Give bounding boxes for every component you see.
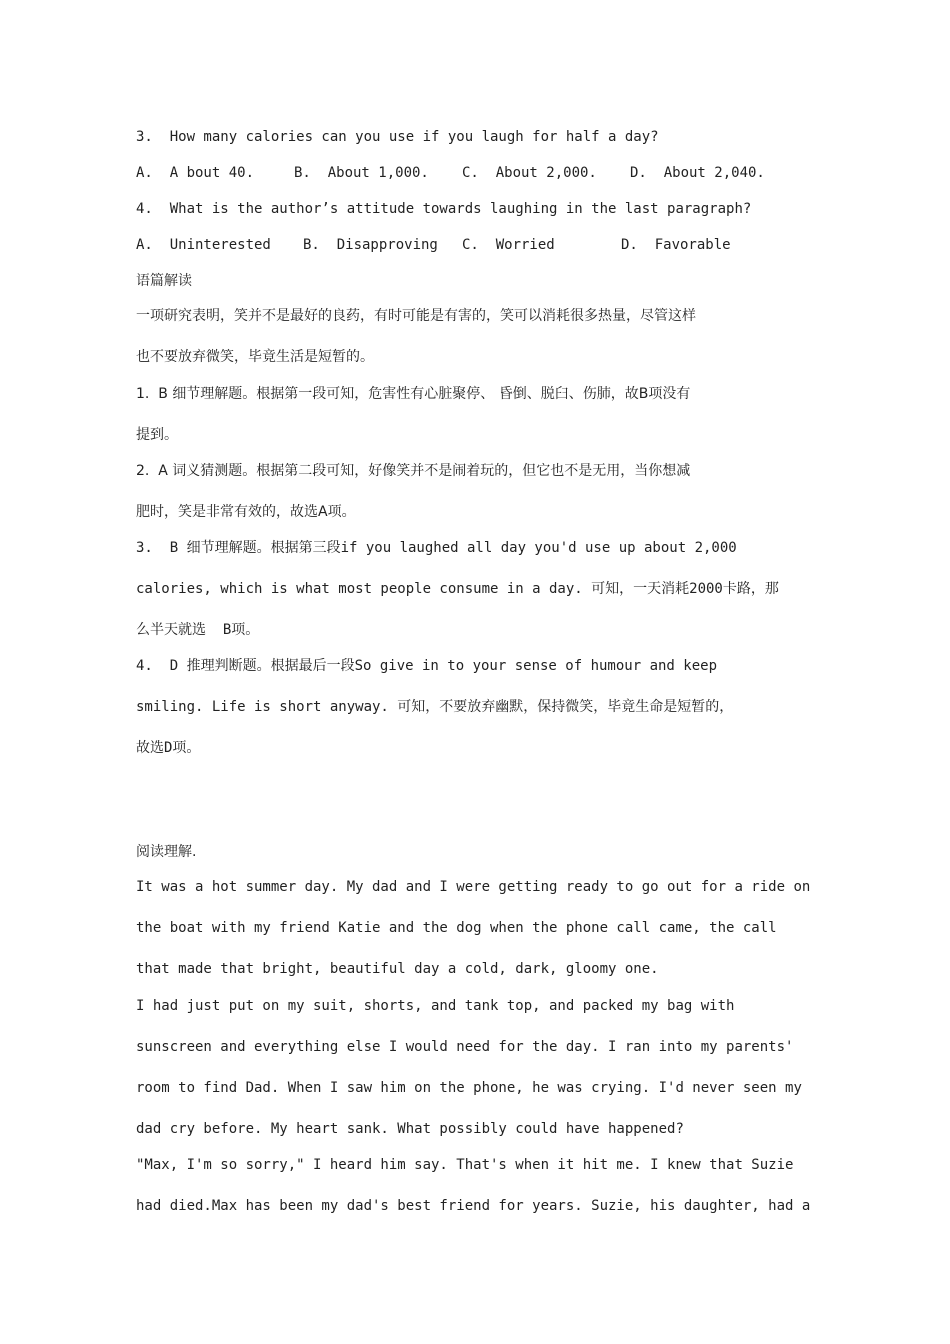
answer-1 bbox=[136, 384, 816, 466]
paragraph-line: I had just put on my suit, shorts, and tank top, and packed my bag with bbox=[136, 998, 735, 1014]
answer-line: 2. A 词义猜测题。根据第二段可知，好像笑并不是闹着玩的，但它也不是无用，当你想减 bbox=[136, 463, 691, 479]
reading-paragraph-2 bbox=[136, 996, 816, 1160]
question-3-option-a: A. A bout 40. bbox=[136, 165, 255, 181]
paragraph-line: sunscreen and everything else I would need for the day. I ran into my parents' bbox=[136, 1039, 794, 1055]
paragraph-line: "Max, I'm so sorry," I heard him say. That's when it hit me. I knew that Suzie bbox=[136, 1157, 794, 1173]
answer-line: 故选D项。 bbox=[136, 740, 201, 756]
answer-line: calories, which is what most people consume in a day. 可知，一天消耗2000卡路，那 bbox=[136, 581, 779, 597]
answer-line: 提到。 bbox=[136, 427, 178, 443]
paragraph-line: that made that bright, beautiful day a cold, dark, gloomy one. bbox=[136, 961, 659, 977]
answer-2 bbox=[136, 461, 816, 543]
answer-4 bbox=[136, 656, 816, 779]
question-3-option-b: B. About 1,000. bbox=[294, 165, 429, 181]
paragraph-line: dad cry before. My heart sank. What possibly could have happened? bbox=[136, 1121, 684, 1137]
answer-line: 3. B 细节理解题。根据第三段if you laughed all day you'd use up about 2,000 bbox=[136, 540, 737, 556]
summary-line: 也不要放弃微笑，毕竟生活是短暂的。 bbox=[136, 349, 374, 365]
answer-line: 肥时，笑是非常有效的，故选A项。 bbox=[136, 504, 356, 520]
summary-line: 一项研究表明，笑并不是最好的良药，有时可能是有害的，笑可以消耗很多热量，尽管这样 bbox=[136, 308, 696, 324]
answer-line: 1. B 细节理解题。根据第一段可知，危害性有心脏聚停、 昏倒、脱臼、伤肺，故B项没有 bbox=[136, 386, 691, 402]
paragraph-line: It was a hot summer day. My dad and I were getting ready to go out for a ride on bbox=[136, 879, 811, 895]
question-4-option-d: D. Favorable bbox=[621, 237, 731, 253]
analysis-heading: 语篇解读 bbox=[136, 273, 192, 289]
reading-paragraph-3 bbox=[136, 1155, 816, 1237]
question-4-option-a: A. Uninterested bbox=[136, 237, 271, 253]
answer-line: 4. D 推理判断题。根据最后一段So give in to your sense of humour and keep bbox=[136, 658, 718, 674]
answer-3 bbox=[136, 538, 816, 661]
question-3-option-d: D. About 2,040. bbox=[630, 165, 765, 181]
question-3-stem: 3. How many calories can you use if you laugh for half a day? bbox=[136, 129, 659, 145]
paragraph-line: room to find Dad. When I saw him on the phone, he was crying. I'd never seen my bbox=[136, 1080, 802, 1096]
paragraph-line: the boat with my friend Katie and the dog when the phone call came, the call bbox=[136, 920, 777, 936]
question-4-stem: 4. What is the author’s attitude towards laughing in the last paragraph? bbox=[136, 201, 752, 217]
reading-heading: 阅读理解. bbox=[136, 844, 197, 860]
paragraph-line: had died.Max has been my dad's best friend for years. Suzie, his daughter, had a bbox=[136, 1198, 811, 1214]
question-4-option-c: C. Worried bbox=[462, 237, 555, 253]
reading-paragraph-1 bbox=[136, 877, 816, 1000]
question-3-option-c: C. About 2,000. bbox=[462, 165, 597, 181]
answer-line: smiling. Life is short anyway. 可知，不要放弃幽默，保持微笑，毕竟生命是短暂的， bbox=[136, 699, 734, 715]
question-4-options bbox=[136, 235, 826, 255]
question-3-options bbox=[136, 163, 826, 183]
question-4-option-b: B. Disapproving bbox=[303, 237, 438, 253]
analysis-summary bbox=[136, 306, 816, 388]
answer-line: 么半天就选 B项。 bbox=[136, 622, 260, 638]
